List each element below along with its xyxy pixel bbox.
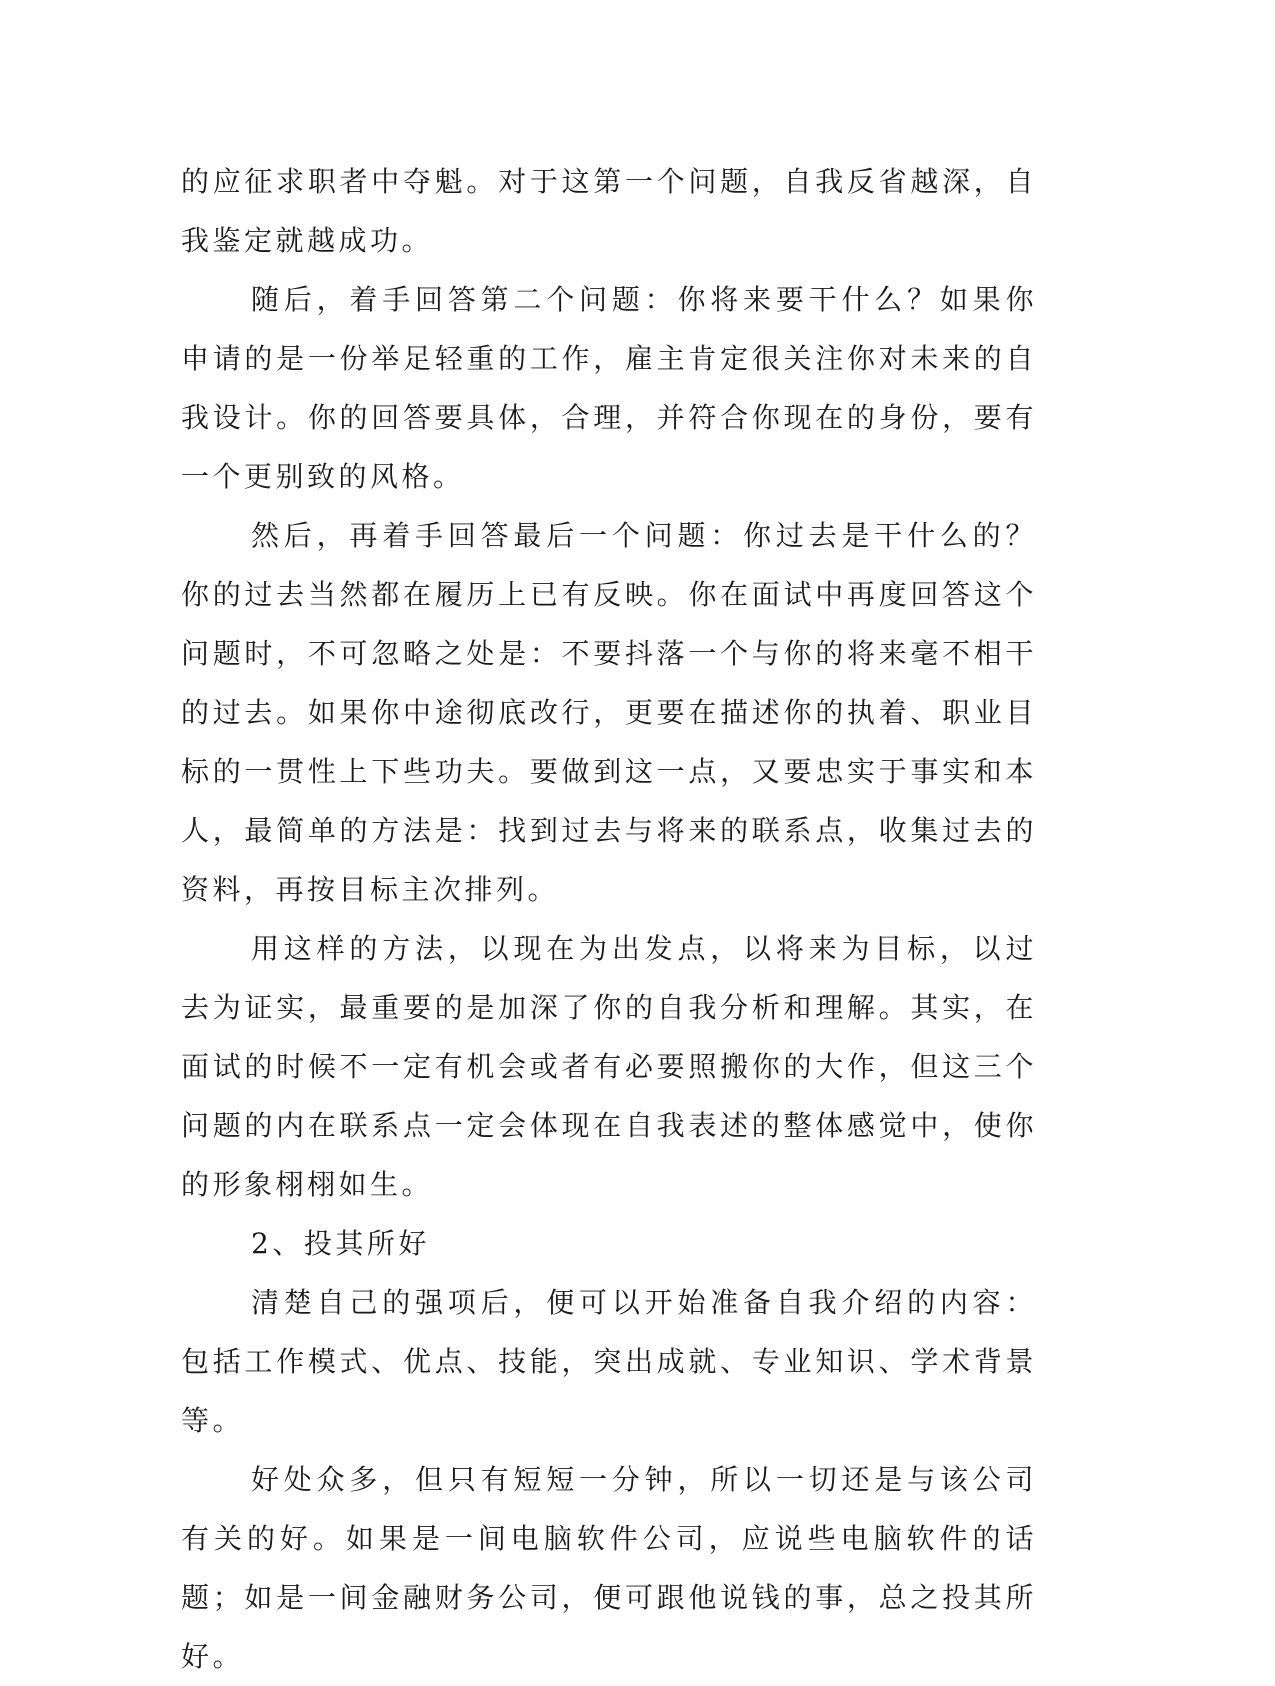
paragraph-2: 随后，着手回答第二个问题：你将来要干什么？如果你申请的是一份举足轻重的工作，雇主肯定很关注你对未来的自我设计。你的回答要具体，合理，并符合你现在的身份，要有一个更别致的风格。 xyxy=(181,283,1037,493)
section-heading: 2、投其所好 xyxy=(251,1227,430,1260)
paragraph-4: 用这样的方法，以现在为出发点，以将来为目标，以过去为证实，最重要的是加深了你的自我分析和理解。其实，在面试的时候不一定有机会或者有必要照搬你的大作，但这三个问题的内在联系点一定会体现在自我表述的整体感觉中，使你的形象栩栩如生。 xyxy=(181,932,1037,1201)
paragraph-6: 好处众多，但只有短短一分钟，所以一切还是与该公司有关的好。如果是一间电脑软件公司，应说些电脑软件的话题；如是一间金融财务公司，便可跟他说钱的事，总之投其所好。 xyxy=(181,1463,1037,1673)
paragraph-1: 的应征求职者中夺魁。对于这第一个问题，自我反省越深，自我鉴定就越成功。 xyxy=(181,165,1037,257)
paragraph-3: 然后，再着手回答最后一个问题：你过去是干什么的？你的过去当然都在履历上已有反映。你在面试中再度回答这个问题时，不可忽略之处是：不要抖落一个与你的将来毫不相干的过去。如果你中途彻底改行，更要在描述你的执着、职业目标的一贯性上下些功夫。要做到这一点，又要忠实于事实和本人，最简单的方法是：找到过去与将来的联系点，收集过去的资料，再按目标主次排列。 xyxy=(181,519,1037,906)
paragraph-5: 清楚自己的强项后，便可以开始准备自我介绍的内容：包括工作模式、优点、技能，突出成就、专业知识、学术背景等。 xyxy=(181,1286,1037,1437)
document-body xyxy=(181,152,1037,1686)
